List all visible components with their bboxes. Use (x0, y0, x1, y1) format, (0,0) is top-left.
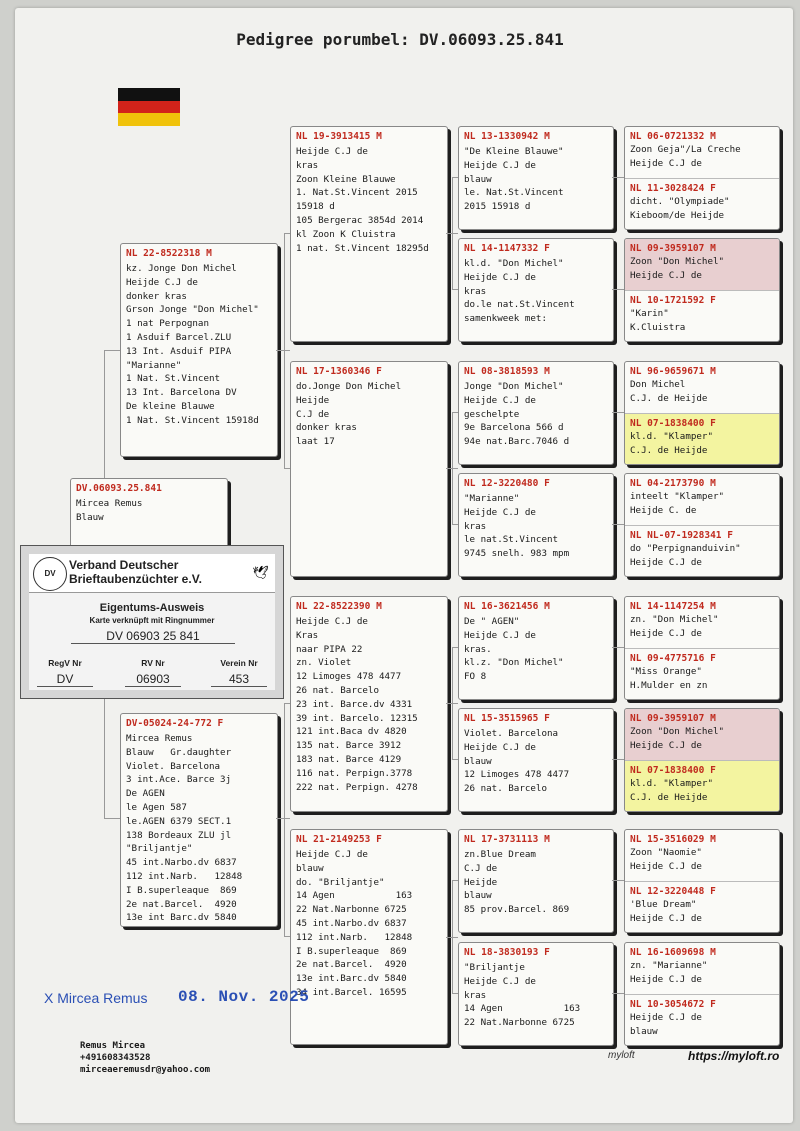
ring-number: NL 12-3220480 F (464, 478, 550, 489)
regv-label: RegV Nr (48, 658, 82, 668)
detail-line: Heijde C.J de (630, 912, 702, 924)
detail-line: De kleine Blauwe (126, 400, 215, 412)
tree-connector (284, 233, 290, 234)
tree-connector (104, 818, 120, 819)
tree-connector (284, 703, 285, 936)
detail-line: kl.d. "Klamper" (630, 431, 713, 442)
tree-connector (452, 759, 458, 760)
detail-line: 13 Int. Barcelona DV (126, 387, 237, 399)
gen4-pair-card[interactable] (624, 238, 780, 342)
detail-line: Heijde C.J de (464, 506, 536, 518)
detail-line: "Marianne" (464, 493, 520, 504)
ring-number: NL 14-1147332 F (464, 243, 550, 254)
detail-line: C.J. de Heijde (630, 392, 708, 404)
ring-number: NL 09-3959107 M (630, 243, 716, 254)
pigeon-details (459, 958, 613, 1030)
ring-number: NL 11-3028424 F (630, 183, 716, 194)
pigeon-details (625, 958, 779, 987)
pigeon-details (625, 306, 779, 335)
signature: X Mircea Remus (44, 990, 148, 1006)
regv-value: DV (37, 672, 93, 687)
detail-line: Heijde C.J de (464, 975, 536, 987)
great-grandparent-card[interactable] (458, 708, 614, 812)
detail-line: Heijde (464, 876, 498, 888)
detail-line: 138 Bordeaux ZLU jl (126, 829, 232, 841)
verein-value: 453 (211, 672, 267, 687)
detail-line: do "Perpignanduivin" (630, 543, 741, 554)
detail-line: 2015 15918 d (464, 201, 531, 213)
detail-line: blauw (464, 890, 492, 902)
ring-number: NL 07-1838400 F (630, 765, 716, 776)
detail-line: 22 Nat.Narbonne 6725 (464, 1017, 575, 1029)
detail-line: 135 nat. Barce 3912 (296, 740, 402, 752)
detail-line: 1 Nat. St.Vincent 15918d (126, 414, 259, 426)
detail-line: Heijde C.J de (464, 159, 536, 171)
ring-number: NL 09-4775716 F (630, 653, 716, 664)
pigeon-details (459, 377, 613, 449)
detail-line: Heijde C.J de (464, 629, 536, 641)
detail-line: 14 Agen 163 (296, 890, 413, 902)
detail-line: blauw (296, 862, 324, 874)
ring-number: NL 10-3054672 F (630, 999, 716, 1010)
detail-line: De " AGEN" (464, 616, 520, 627)
detail-line: Zoon Geja"/La Creche (630, 144, 741, 155)
detail-line: 1. Nat.St.Vincent 2015 (296, 187, 418, 199)
ring-number: NL 15-3516029 M (630, 834, 716, 845)
tree-connector (284, 468, 290, 469)
german-flag (118, 88, 180, 126)
detail-line: 13e int Barc.dv 5840 (126, 912, 237, 924)
detail-line: laat 17 (296, 436, 335, 448)
detail-line: Heijde C.J de (630, 556, 702, 568)
detail-line: Kieboom/de Heijde (630, 209, 725, 221)
detail-line: "Miss Orange" (630, 666, 702, 677)
detail-line: 3 int.Ace. Barce 3j (126, 774, 232, 786)
pigeon-details (625, 776, 779, 805)
detail-line: Heijde C.J de (630, 739, 702, 751)
gen4-female (625, 525, 779, 577)
great-grandparent-card[interactable] (458, 473, 614, 577)
ring-number: NL 15-3515965 F (464, 713, 550, 724)
tree-connector (446, 233, 458, 234)
detail-line: 26 nat. Barcelo (296, 684, 379, 696)
tree-connector (104, 350, 105, 478)
tree-connector (446, 703, 458, 704)
detail-line: 1 Nat. St.Vincent (126, 373, 221, 385)
pigeon-details (459, 489, 613, 561)
tree-connector (612, 177, 624, 178)
tree-connector (452, 289, 458, 290)
ring-number: NL NL-07-1928341 F (630, 530, 733, 541)
ring-number: NL 19-3913415 M (296, 131, 382, 142)
sire-card[interactable] (120, 243, 278, 457)
ring-number: NL 13-1330942 M (464, 131, 550, 142)
detail-line: 13e int.Barc.dv 5840 (296, 973, 407, 985)
detail-line: FO 8 (464, 671, 487, 683)
gen4-female (625, 178, 779, 230)
ring-number: NL 22-8522318 M (126, 248, 212, 259)
detail-line: Mircea Remus (126, 733, 193, 744)
tree-connector (284, 703, 290, 704)
detail-line: H.Mulder en zn (630, 679, 708, 691)
detail-line: blauw (464, 755, 492, 767)
gen4-female (625, 994, 779, 1046)
gen4-female (625, 760, 779, 812)
detail-line: Heijde C.J de (630, 627, 702, 639)
pigeon-details (625, 142, 779, 171)
detail-line: kras (296, 159, 319, 171)
detail-line: 2e nat.Barcel. 4920 (296, 959, 407, 971)
gen4-male (625, 943, 779, 994)
detail-line: 9e Barcelona 566 d (464, 422, 564, 434)
detail-line: inteelt "Klamper" (630, 491, 725, 502)
ring-number: NL 21-2149253 F (296, 834, 382, 845)
detail-line: le. Nat.St.Vincent (464, 187, 564, 199)
ownership-card-header (29, 554, 275, 593)
detail-line: do. "Briljantje" (296, 876, 385, 888)
detail-line: Heijde C.J de (630, 860, 702, 872)
detail-line: Jonge "Don Michel" (464, 381, 564, 392)
detail-line: C.J. de Heijde (630, 791, 708, 803)
detail-line: zn. "Don Michel" (630, 614, 719, 625)
detail-line: 116 nat. Perpign.3778 (296, 767, 413, 779)
tree-connector (452, 647, 458, 648)
detail-line: De AGEN (126, 788, 165, 800)
detail-line: Heijde C.J de (630, 1012, 702, 1023)
pigeon-details (459, 724, 613, 796)
detail-line: Heijde C.J de (464, 741, 536, 753)
ring-number: NL 18-3830193 F (464, 947, 550, 958)
detail-line: "Marianne" (126, 359, 182, 371)
detail-line: K.Cluistra (630, 321, 686, 333)
pigeon-details (625, 724, 779, 753)
grandparent-card[interactable] (290, 126, 448, 342)
gen4-male (625, 239, 779, 290)
detail-line: kl.d. "Klamper" (630, 778, 713, 789)
pigeon-details (459, 254, 613, 326)
gen4-female (625, 881, 779, 933)
detail-line: Heijde C.J de (296, 146, 368, 157)
detail-line: Heijde C.J de (630, 157, 702, 169)
pigeon-details (291, 612, 447, 794)
detail-line: Zoon "Naomie" (630, 847, 702, 858)
contact-email: mirceaeremusdr@yahoo.com (80, 1065, 211, 1075)
pigeon-details (625, 377, 779, 406)
gen4-male (625, 709, 779, 760)
detail-line: Heijde C.J de (296, 849, 368, 860)
detail-line: kl.z. "Don Michel" (464, 657, 564, 669)
pigeon-details (459, 612, 613, 684)
verein-label: Verein Nr (220, 658, 258, 668)
detail-line: 45 int.Narbo.dv 6837 (126, 857, 237, 869)
ring-number: NL 06-0721332 M (630, 131, 716, 142)
detail-line: Zoon "Don Michel" (630, 256, 725, 267)
tree-connector (612, 880, 624, 881)
detail-line: C.J. de Heijde (630, 444, 708, 456)
detail-line: "Briljantje" (126, 843, 193, 855)
detail-line: samenkweek met: (464, 313, 547, 325)
gen4-pair-card[interactable] (624, 708, 780, 812)
detail-line: Violet. Barcelona (126, 760, 221, 772)
ring-number: NL 14-1147254 M (630, 601, 716, 612)
ring-number: NL 08-3818593 M (464, 366, 550, 377)
detail-line: I B.superleaque 869 (126, 884, 237, 896)
detail-line: 1 Asduif Barcel.ZLU (126, 331, 232, 343)
pigeon-details (625, 845, 779, 874)
detail-line: C.J de (296, 408, 330, 420)
detail-line: 26 nat. Barcelo (464, 783, 547, 795)
detail-line: "Karin" (630, 308, 669, 319)
detail-line: 1 nat. St.Vincent 18295d (296, 242, 429, 254)
detail-line: kras. (464, 643, 492, 655)
detail-line: 85 prov.Barcel. 869 (464, 904, 570, 916)
detail-line: le Agen 587 (126, 801, 187, 813)
tree-connector (612, 647, 624, 648)
great-grandparent-card[interactable] (458, 126, 614, 230)
grandparent-card[interactable] (290, 829, 448, 1045)
pigeon-details (625, 664, 779, 693)
gen4-male (625, 597, 779, 648)
tree-connector (452, 524, 458, 525)
pigeon-details (121, 729, 277, 925)
tree-connector (612, 412, 624, 413)
flag-stripe-gold (118, 113, 180, 126)
tree-connector (612, 289, 624, 290)
detail-line: zn. Violet (296, 657, 352, 669)
tree-connector (276, 818, 290, 819)
detail-line: 1 nat Perpognan (126, 318, 209, 330)
detail-line: kl Zoon K Cluistra (296, 228, 396, 240)
detail-line: Violet. Barcelona (464, 728, 559, 739)
detail-line: 12 Limoges 478 4477 (296, 671, 402, 683)
ring-number: DV.06093.25.841 (76, 483, 162, 494)
detail-line: 2e nat.Barcel. 4920 (126, 898, 237, 910)
great-grandparent-card[interactable] (458, 361, 614, 465)
pigeon-details (71, 494, 227, 525)
grandparent-card[interactable] (290, 361, 448, 577)
great-grandparent-card[interactable] (458, 829, 614, 933)
detail-line: 15918 d (296, 201, 335, 213)
detail-line: dicht. "Olympiade" (630, 196, 730, 207)
pigeon-details (291, 845, 447, 1000)
gen4-female (625, 290, 779, 342)
detail-line: kz. Jonge Don Michel (126, 263, 237, 274)
detail-line: 112 int.Narb. 12848 (126, 870, 243, 882)
ring-number: NL 04-2173790 M (630, 478, 716, 489)
ring-number: NL 10-1721592 F (630, 295, 716, 306)
gen4-pair-card[interactable] (624, 473, 780, 577)
tree-connector (452, 177, 458, 178)
detail-line: zn. "Marianne" (630, 960, 708, 971)
page-title: Pedigree porumbel: DV.06093.25.841 (236, 30, 564, 49)
ring-number: NL 16-3621456 M (464, 601, 550, 612)
detail-line: do.le nat.St.Vincent (464, 299, 575, 311)
pigeon-details (459, 142, 613, 214)
pigeon-icon: 🕊 (252, 566, 269, 581)
detail-line: 121 int.Baca dv 4820 (296, 726, 407, 738)
detail-line: 112 int.Narb. 12848 (296, 931, 413, 943)
rv-label: RV Nr (141, 658, 165, 668)
subject-pigeon-card[interactable] (70, 478, 228, 552)
detail-line: 23 int. Barce.dv 4331 (296, 698, 413, 710)
tree-connector (446, 468, 458, 469)
pigeon-details (625, 1010, 779, 1039)
gen4-male (625, 830, 779, 881)
ownership-ring-number: DV 06903 25 841 (71, 629, 235, 644)
pigeon-details (625, 489, 779, 518)
tree-connector (284, 936, 290, 937)
detail-line: 105 Bergerac 3854d 2014 (296, 214, 424, 226)
detail-line: zn.Blue Dream (464, 849, 536, 860)
detail-line: Grson Jonge "Don Michel" (126, 304, 259, 316)
ring-number: NL 07-1838400 F (630, 418, 716, 429)
great-grandparent-card[interactable] (458, 596, 614, 700)
gen4-pair-card[interactable] (624, 942, 780, 1046)
detail-line: Heijde C.J de (296, 616, 368, 627)
detail-line: Mircea Remus (76, 498, 143, 509)
detail-line: Zoon Kleine Blauwe (296, 173, 396, 185)
dv-logo-icon: DV (33, 557, 67, 591)
detail-line: I B.superleaque 869 (296, 945, 407, 957)
contact-phone: +491608343528 (80, 1053, 151, 1063)
detail-line: Don Michel (630, 379, 686, 390)
detail-line: kras (464, 520, 487, 532)
detail-line: 22 Nat.Narbonne 6725 (296, 904, 407, 916)
pigeon-details (625, 541, 779, 570)
date-stamp: 08. Nov. 2025 (178, 988, 310, 1006)
gen4-male (625, 127, 779, 178)
detail-line: naar PIPA 22 (296, 643, 363, 655)
detail-line: 13 Int. Asduif PIPA (126, 345, 232, 357)
pigeon-details (291, 142, 447, 255)
detail-line: 34 int.Barcel. 16595 (296, 986, 407, 998)
detail-line: Heijde C.J de (464, 394, 536, 406)
ring-number: NL 12-3220448 F (630, 886, 716, 897)
detail-line: "Briljantje (464, 962, 525, 973)
tree-connector (612, 524, 624, 525)
grandparent-card[interactable] (290, 596, 448, 812)
pigeon-details (625, 254, 779, 283)
detail-line: 183 nat. Barce 4129 (296, 753, 402, 765)
gen4-male (625, 474, 779, 525)
footer-url[interactable]: https://myloft.ro (688, 1049, 780, 1063)
detail-line: Blauw Gr.daughter (126, 746, 232, 758)
ownership-card (20, 545, 284, 699)
detail-line: Heijde C.J de (630, 269, 702, 281)
detail-line: kras (464, 989, 487, 1001)
detail-line: 14 Agen 163 (464, 1003, 581, 1015)
flag-stripe-black (118, 88, 180, 101)
detail-line: Heijde C.J de (630, 973, 702, 985)
detail-line: 'Blue Dream" (630, 899, 697, 910)
gen4-pair-card[interactable] (624, 126, 780, 230)
ring-number: NL 09-3959107 M (630, 713, 716, 724)
detail-line: geschelpte (464, 408, 520, 420)
ownership-card-title: Eigentums-Ausweis (99, 602, 205, 614)
detail-line: blauw (630, 1025, 658, 1037)
myloft-logo: myloft (608, 1050, 635, 1061)
organization-line-2: Brieftaubenzüchter e.V. (69, 572, 202, 586)
detail-line: 45 int.Narbo.dv 6837 (296, 917, 407, 929)
ring-number: NL 22-8522390 M (296, 601, 382, 612)
owner-contact (80, 1040, 210, 1076)
gen4-pair-card[interactable] (624, 829, 780, 933)
detail-line: kl.d. "Don Michel" (464, 258, 564, 269)
organization-name (69, 558, 202, 586)
detail-line: le.AGEN 6379 SECT.1 (126, 815, 232, 827)
tree-connector (452, 412, 458, 413)
great-grandparent-card[interactable] (458, 238, 614, 342)
ring-number: NL 17-1360346 F (296, 366, 382, 377)
ring-number: NL 96-9659671 M (630, 366, 716, 377)
ring-number: NL 16-1609698 M (630, 947, 716, 958)
pigeon-details (625, 429, 779, 458)
detail-line: le nat.St.Vincent (464, 534, 559, 546)
detail-line: Heijde (296, 394, 330, 406)
tree-connector (452, 880, 458, 881)
gen4-female (625, 648, 779, 700)
flag-stripe-red (118, 101, 180, 114)
pigeon-details (625, 897, 779, 926)
detail-line: 39 int. Barcelo. 12315 (296, 712, 418, 724)
detail-line: Heijde C. de (630, 504, 697, 516)
pigeon-details (625, 612, 779, 641)
contact-name: Remus Mircea (80, 1041, 146, 1051)
detail-line: kras (464, 285, 487, 297)
gen4-pair-card[interactable] (624, 596, 780, 700)
pigeon-details (459, 845, 613, 917)
detail-line: do.Jonge Don Michel (296, 381, 402, 392)
detail-line: donker kras (126, 290, 187, 302)
ownership-card-subtitle: Karte verknüpft mit Ringnummer (89, 616, 215, 625)
ownership-card-inner (29, 554, 275, 690)
detail-line: Heijde C.J de (126, 276, 198, 288)
rv-value: 06903 (125, 672, 181, 687)
detail-line: donker kras (296, 422, 357, 434)
detail-line: blauw (464, 173, 492, 185)
tree-connector (612, 993, 624, 994)
detail-line: 222 nat. Perpign. 4278 (296, 781, 418, 793)
detail-line: Blauw (76, 511, 104, 523)
great-grandparent-card[interactable] (458, 942, 614, 1046)
ring-number: NL 17-3731113 M (464, 834, 550, 845)
tree-connector (612, 759, 624, 760)
pigeon-details (625, 194, 779, 223)
tree-connector (452, 993, 458, 994)
detail-line: Zoon "Don Michel" (630, 726, 725, 737)
pigeon-details (291, 377, 447, 449)
detail-line: 12 Limoges 478 4477 (464, 769, 570, 781)
tree-connector (446, 937, 458, 938)
pigeon-details (121, 259, 277, 428)
tree-connector (104, 350, 120, 351)
detail-line: Heijde C.J de (464, 271, 536, 283)
detail-line: 94e nat.Barc.7046 d (464, 436, 570, 448)
gen4-pair-card[interactable] (624, 361, 780, 465)
tree-connector (276, 350, 290, 351)
detail-line: "De Kleine Blauwe" (464, 146, 564, 157)
ring-number: DV-05024-24-772 F (126, 718, 224, 729)
dam-card[interactable] (120, 713, 278, 927)
gen4-male (625, 362, 779, 413)
detail-line: 9745 snelh. 983 mpm (464, 548, 570, 560)
detail-line: Kras (296, 629, 319, 641)
gen4-female (625, 413, 779, 465)
detail-line: C.J de (464, 862, 498, 874)
organization-line-1: Verband Deutscher (69, 558, 179, 572)
